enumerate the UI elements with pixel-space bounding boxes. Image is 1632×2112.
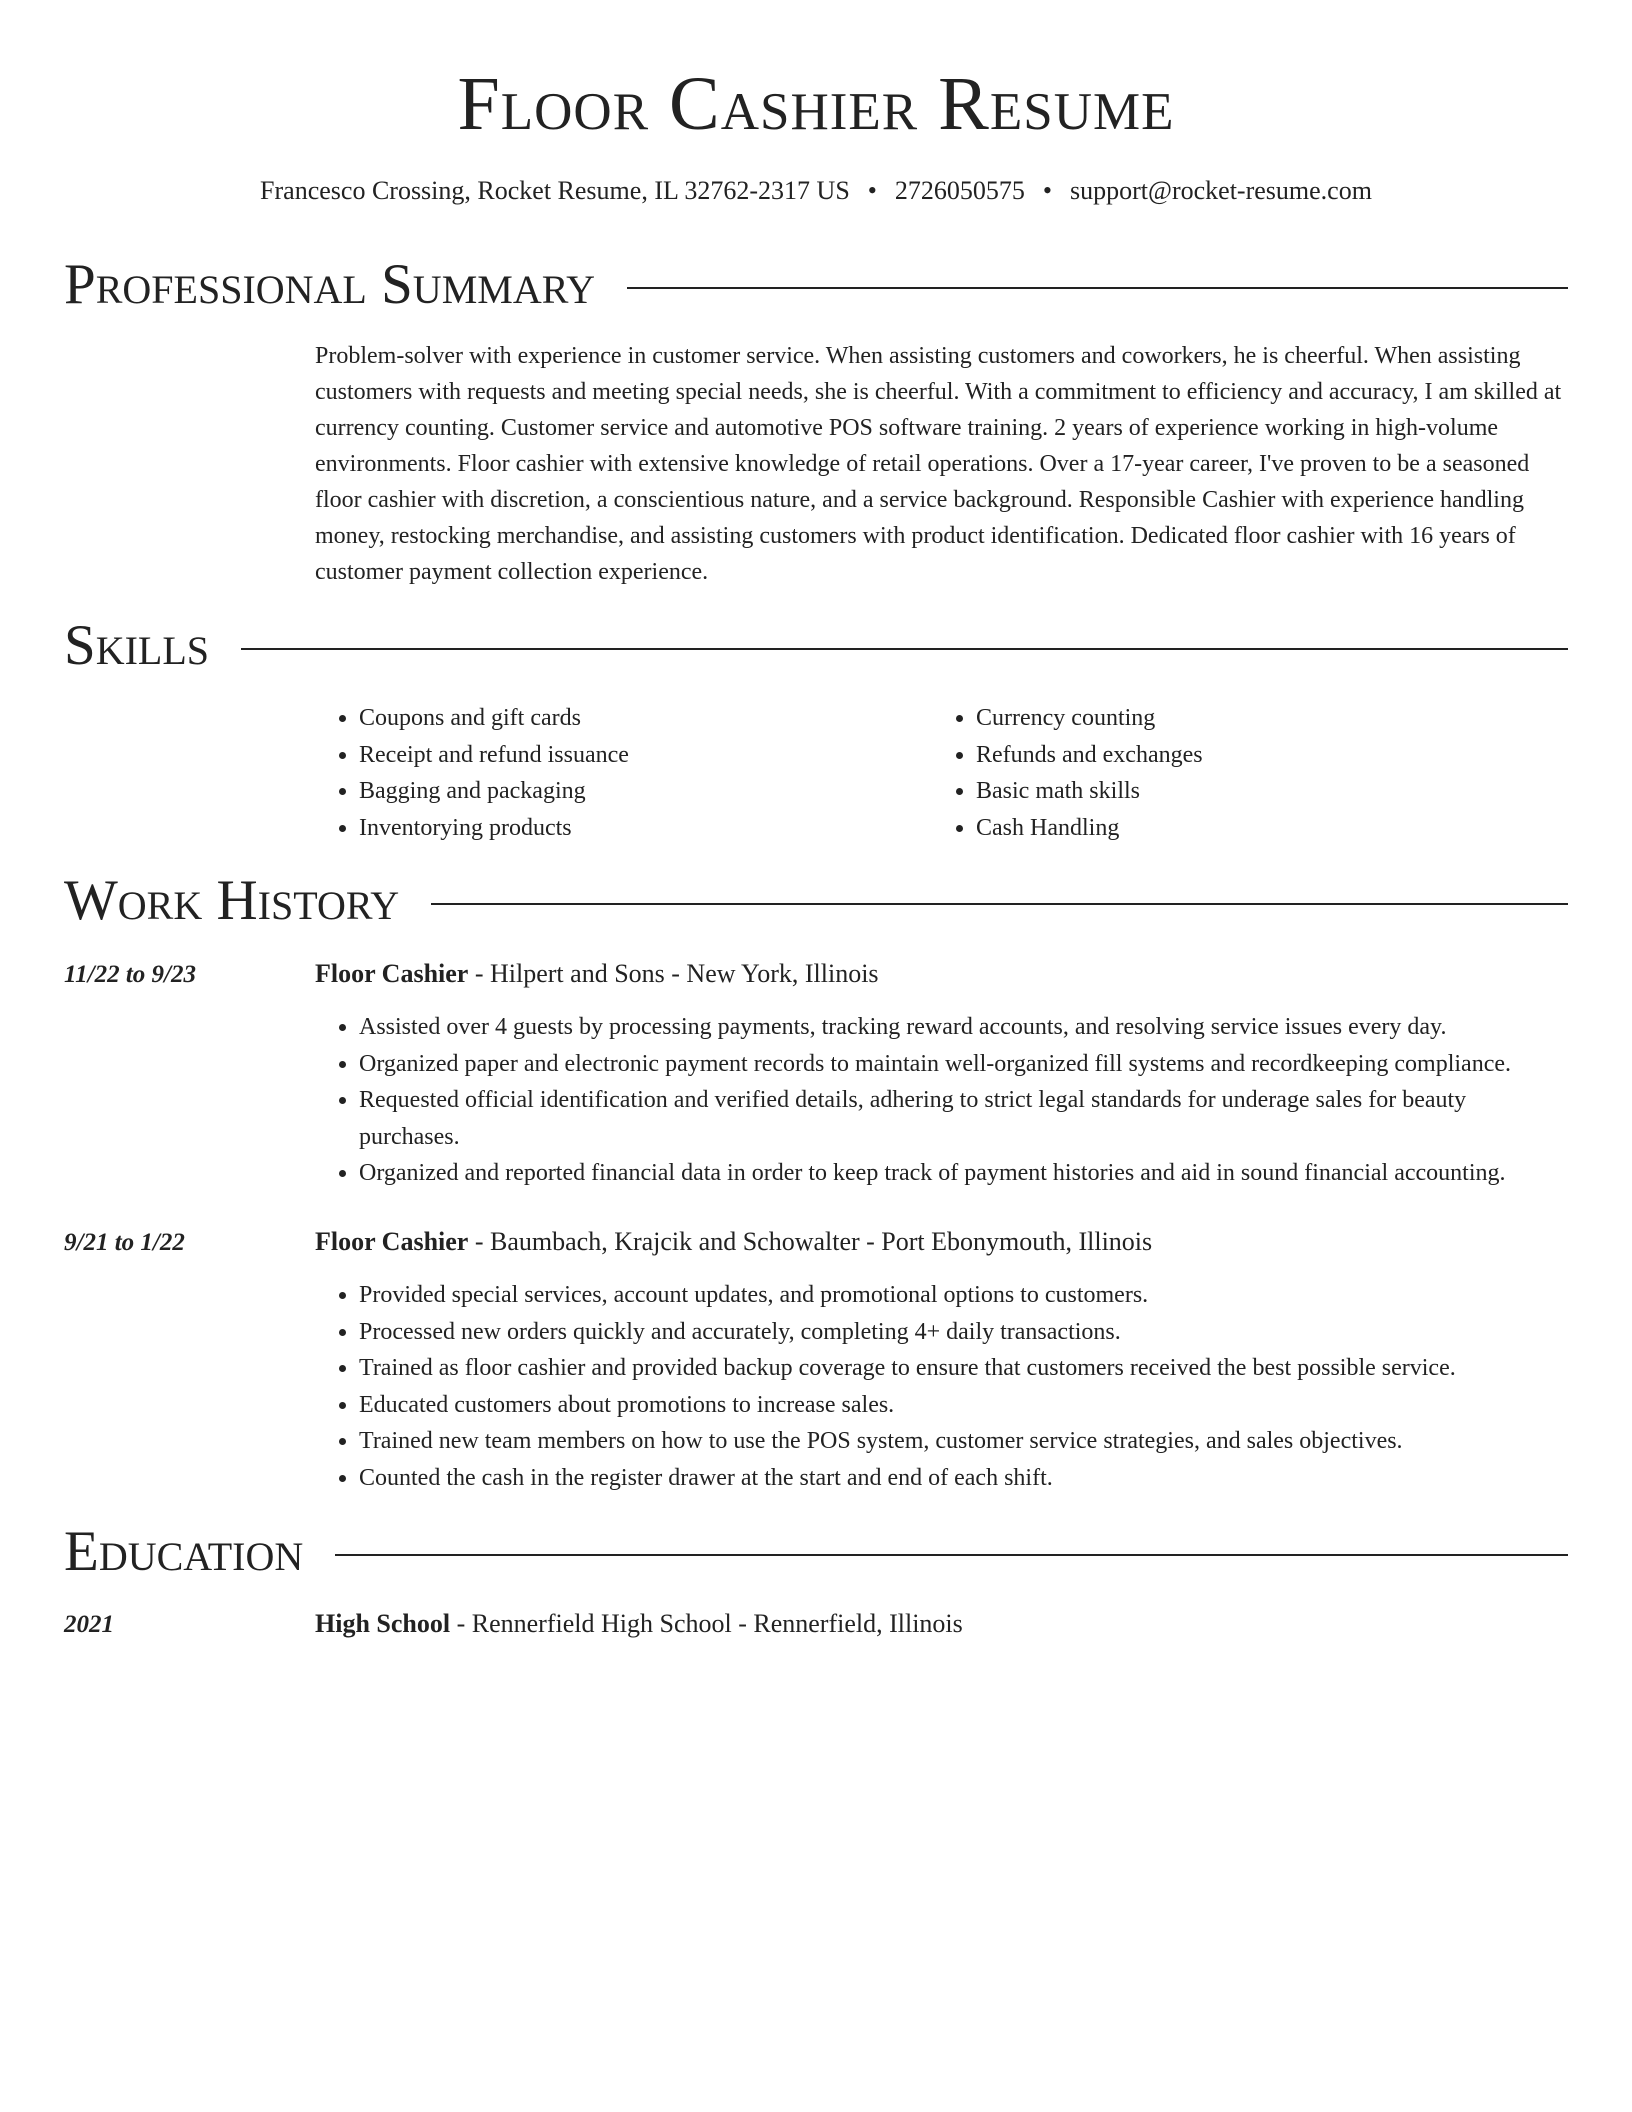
job-bullets xyxy=(315,1277,1565,1496)
job-bullet: • Educated customers about promotions to increase sales. xyxy=(359,1387,1565,1424)
skill-item: • Coupons and gift cards xyxy=(359,700,932,737)
education-degree: High School xyxy=(315,1609,451,1638)
job-bullet: • Trained as floor cashier and provided backup coverage to ensure that customers received the best possible service. xyxy=(359,1350,1565,1387)
skill-item: • Inventorying products xyxy=(359,810,932,847)
section-divider xyxy=(627,287,1568,289)
contact-address: Francesco Crossing, Rocket Resume, IL 32762-2317 US xyxy=(260,176,850,205)
job-bullet: • Organized and reported financial data in order to keep track of payment histories and aid in sound financial accounting. xyxy=(359,1155,1565,1192)
resume-title: Floor Cashier Resume xyxy=(457,62,1175,146)
job-employer: - Hilpert and Sons - New York, Illinois xyxy=(468,959,879,988)
job-heading xyxy=(315,1224,1565,1260)
skills-section-header xyxy=(64,611,1568,681)
summary-section-header xyxy=(64,250,1568,320)
job-bullet: • Provided special services, account updates, and promotional options to customers. xyxy=(359,1277,1565,1314)
education-heading: Education xyxy=(64,1520,304,1583)
contact-email: support@rocket-resume.com xyxy=(1070,176,1372,205)
job-bullet: • Trained new team members on how to use the POS system, customer service strategies, and sales objectives. xyxy=(359,1423,1565,1460)
skills-column-right xyxy=(932,700,1549,846)
summary-heading: Professional Summary xyxy=(64,253,596,316)
skill-item: • Bagging and packaging xyxy=(359,773,932,810)
job-heading xyxy=(315,956,1565,992)
job-role: Floor Cashier xyxy=(315,1227,469,1256)
job-bullet: • Processed new orders quickly and accurately, completing 4+ daily transactions. xyxy=(359,1314,1565,1351)
summary-text: Problem-solver with experience in customer service. When assisting customers and coworkers, he is cheerful. When assisting customers with requests and meeting special needs, she is cheerful. With a commitment to efficiency and accuracy, I am skilled at currency counting. Customer service and automotive POS software training. 2 years of experience working in high-volume environments. Floor cashier with extensive knowledge of retail operations. Over a 17-year career, I've proven to be a seasoned floor cashier with discretion, a conscientious nature, and a service background. Responsible Cashier with experience handling money, restocking merchandise, and assisting customers with product identification. Dedicated floor cashier with 16 years of customer payment collection experience. xyxy=(315,343,1562,585)
skill-item: • Cash Handling xyxy=(976,810,1549,847)
work-heading: Work History xyxy=(64,869,400,932)
skill-item: • Basic math skills xyxy=(976,773,1549,810)
education-section-header xyxy=(64,1517,1568,1587)
job-bullet: • Requested official identification and verified details, adhering to strict legal standards for underage sales for beauty purchases. xyxy=(359,1082,1565,1155)
job-bullet: • Assisted over 4 guests by processing payments, tracking reward accounts, and resolving service issues every day. xyxy=(359,1009,1565,1046)
contact-separator: • xyxy=(867,176,877,205)
education-date: 2021 xyxy=(64,1611,114,1638)
skills-heading: Skills xyxy=(64,614,210,677)
job-role: Floor Cashier xyxy=(315,959,469,988)
education-school: - Rennerfield High School - Rennerfield, Illinois xyxy=(450,1609,963,1638)
job-dates: 9/21 to 1/22 xyxy=(64,1229,185,1256)
section-divider xyxy=(431,903,1568,905)
contact-line xyxy=(0,174,1632,208)
job-bullet: • Counted the cash in the register drawer at the start and end of each shift. xyxy=(359,1460,1565,1497)
section-divider xyxy=(241,648,1568,650)
skills-list xyxy=(315,700,1565,846)
contact-separator: • xyxy=(1042,176,1053,205)
contact-phone: 2726050575 xyxy=(894,176,1025,205)
job-bullet: • Organized paper and electronic payment records to maintain well-organized fill systems and recordkeeping compliance. xyxy=(359,1046,1565,1083)
job-employer: - Baumbach, Krajcik and Schowalter - Port Ebonymouth, Illinois xyxy=(468,1227,1153,1256)
job-dates: 11/22 to 9/23 xyxy=(64,961,196,988)
work-section-header xyxy=(64,866,1568,936)
education-heading-line xyxy=(315,1606,1565,1642)
skills-column-left xyxy=(315,700,932,846)
skill-item: • Receipt and refund issuance xyxy=(359,737,932,774)
skill-item: • Refunds and exchanges xyxy=(976,737,1549,774)
section-divider xyxy=(335,1554,1568,1556)
skill-item: • Currency counting xyxy=(976,700,1549,737)
job-bullets xyxy=(315,1009,1565,1192)
